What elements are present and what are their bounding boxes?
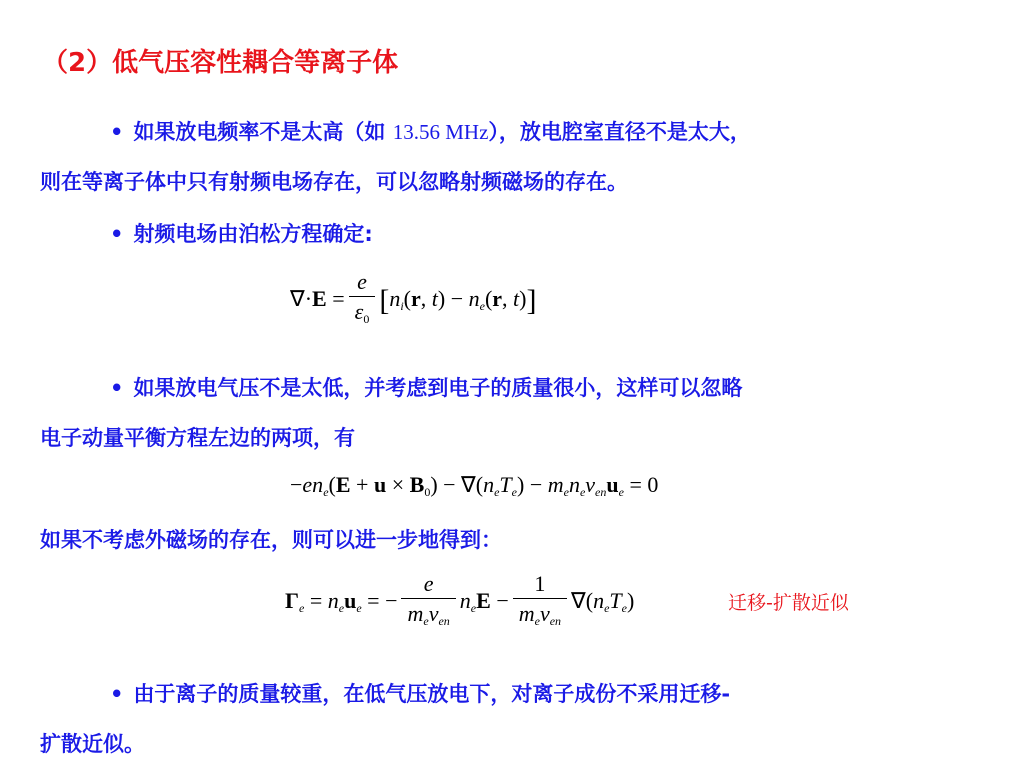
frequency-value: 13.56 MHz xyxy=(392,120,489,144)
drift-diffusion-equation: $\Gamma_e = n_eu_e$ = − $\frac{e}{m_e\nu_{en}}$ $n_eE$ − $\frac{1}{m_e\nu_{en}}$ $\nabla(n_eT_e)$ xyxy=(285,571,635,628)
paragraph-1-text-a: 如果放电频率不是太高（如 xyxy=(133,120,386,144)
bullet-icon: • xyxy=(110,376,124,400)
drift-diffusion-annotation: 迁移-扩散近似 xyxy=(728,592,849,614)
paragraph-4: 如果不考虑外磁场的存在，则可以进一步地得到： xyxy=(40,528,502,552)
paragraph-3-line-1 xyxy=(110,372,742,402)
paragraph-3-line-2: 电子动量平衡方程左边的两项，有 xyxy=(40,426,355,450)
bullet-icon: • xyxy=(110,120,124,144)
paragraph-5-line-2: 扩散近似。 xyxy=(40,732,145,756)
paragraph-2-text: 射频电场由泊松方程确定: xyxy=(133,222,373,246)
section-heading: （2）低气压容性耦合等离子体 xyxy=(42,48,399,78)
paragraph-1-line-2: 则在等离子体中只有射频电场存在，可以忽略射频磁场的存在。 xyxy=(40,170,628,194)
bullet-icon: • xyxy=(110,222,124,246)
momentum-balance-equation: $-en_e(E + u \times B_0) - \nabla(n_eT_e) - m_en_e\nu_{en}u_e = 0$ xyxy=(290,472,659,499)
paragraph-1-line-1 xyxy=(110,116,751,146)
paragraph-2 xyxy=(110,218,373,248)
bullet-icon: • xyxy=(110,682,124,706)
paragraph-5-text: 由于离子的质量较重，在低气压放电下，对离子成份不采用迁移- xyxy=(133,682,731,706)
paragraph-5-line-1 xyxy=(110,678,730,708)
paragraph-1-text-b: ），放电腔室直径不是太大， xyxy=(488,120,751,144)
poisson-equation: ∇·E = $\frac{e}{\varepsilon_0}$ [$n_i(r$, $t) - n_e(r$, t)] xyxy=(290,269,537,326)
paragraph-3-text: 如果放电气压不是太低，并考虑到电子的质量很小，这样可以忽略 xyxy=(133,376,743,400)
